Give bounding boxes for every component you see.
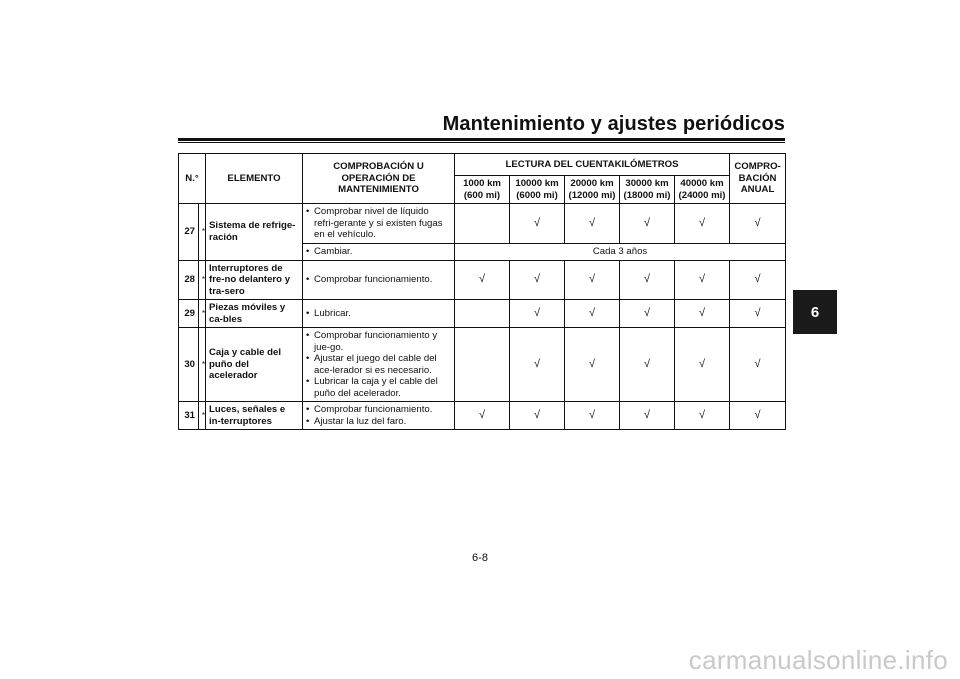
header-interval-4: 30000 km (18000 mi) [620, 176, 675, 204]
asterisk-marker: * [199, 204, 206, 261]
check-mark: √ [510, 328, 565, 402]
header-interval-3: 20000 km (12000 mi) [565, 176, 620, 204]
maintenance-table [178, 153, 786, 430]
check-mark: √ [455, 402, 510, 430]
row-operations [303, 402, 455, 430]
asterisk-marker: * [199, 402, 206, 430]
row-element: Piezas móviles y ca-bles [206, 300, 303, 328]
check-mark: √ [730, 260, 786, 300]
header-interval-5: 40000 km (24000 mi) [675, 176, 730, 204]
check-mark: √ [510, 300, 565, 328]
operation-item: • Comprobar funcionamiento y jue-go. [306, 330, 451, 353]
row-operations [303, 204, 455, 244]
row-element: Interruptores de fre-no delantero y tra-sero [206, 260, 303, 300]
check-mark: √ [675, 260, 730, 300]
table-row [179, 204, 786, 244]
check-mark: √ [565, 260, 620, 300]
operation-item: • Ajustar la luz del faro. [306, 416, 451, 428]
check-mark: √ [565, 300, 620, 328]
operation-item: • Cambiar. [306, 246, 451, 258]
header-annual-check: COMPRO-BACIÓN ANUAL [730, 154, 786, 204]
check-mark: √ [620, 328, 675, 402]
check-cell [455, 328, 510, 402]
check-mark: √ [510, 204, 565, 244]
title-rule [178, 138, 785, 141]
row-operations [303, 300, 455, 328]
check-mark: √ [730, 204, 786, 244]
header-element: ELEMENTO [206, 154, 303, 204]
header-operation: COMPROBACIÓN U OPERACIÓN DE MANTENIMIENTO [303, 154, 455, 204]
row-element: Luces, señales e in-terruptores [206, 402, 303, 430]
asterisk-marker: * [199, 300, 206, 328]
check-mark: √ [675, 300, 730, 328]
row-number: 28 [179, 260, 199, 300]
check-cell [455, 204, 510, 244]
row-operations [303, 260, 455, 300]
header-interval-1: 1000 km (600 mi) [455, 176, 510, 204]
check-mark: √ [620, 300, 675, 328]
page-number: 6-8 [472, 552, 488, 564]
row-number: 30 [179, 328, 199, 402]
operation-item: • Ajustar el juego del cable del ace-lerador si es necesario. [306, 353, 451, 376]
chapter-tab[interactable]: 6 [793, 290, 837, 334]
check-mark: √ [730, 328, 786, 402]
check-mark: √ [620, 204, 675, 244]
check-mark: √ [455, 260, 510, 300]
operation-item: • Comprobar nivel de líquido refri-gerante y si existen fugas en el vehículo. [306, 206, 451, 241]
operation-item: • Lubricar la caja y el cable del puño del acelerador. [306, 376, 451, 399]
interval-span-text: Cada 3 años [455, 243, 786, 260]
operation-item: • Comprobar funcionamiento. [306, 274, 451, 286]
row-element: Caja y cable del puño del acelerador [206, 328, 303, 402]
check-mark: √ [730, 402, 786, 430]
title-rule-thin [178, 142, 785, 143]
table-row [179, 328, 786, 402]
check-mark: √ [675, 328, 730, 402]
row-operations [303, 243, 455, 260]
row-operations [303, 328, 455, 402]
check-cell [455, 300, 510, 328]
row-number: 27 [179, 204, 199, 261]
asterisk-marker: * [199, 260, 206, 300]
check-mark: √ [510, 402, 565, 430]
row-element: Sistema de refrige-ración [206, 204, 303, 261]
check-mark: √ [565, 328, 620, 402]
asterisk-marker: * [199, 328, 206, 402]
check-mark: √ [620, 260, 675, 300]
check-mark: √ [675, 402, 730, 430]
operation-item: • Lubricar. [306, 308, 451, 320]
header-interval-2: 10000 km (6000 mi) [510, 176, 565, 204]
header-odometer: LECTURA DEL CUENTAKILÓMETROS [455, 154, 730, 176]
check-mark: √ [675, 204, 730, 244]
check-mark: √ [565, 204, 620, 244]
row-number: 29 [179, 300, 199, 328]
check-mark: √ [510, 260, 565, 300]
table-row [179, 260, 786, 300]
row-number: 31 [179, 402, 199, 430]
operation-item: • Comprobar funcionamiento. [306, 404, 451, 416]
check-mark: √ [620, 402, 675, 430]
table-row [179, 300, 786, 328]
watermark: carmanualsonline.info [688, 645, 948, 675]
check-mark: √ [565, 402, 620, 430]
table-row [179, 402, 786, 430]
page-title: Mantenimiento y ajustes periódicos [442, 113, 785, 135]
header-no: N.° [179, 154, 206, 204]
check-mark: √ [730, 300, 786, 328]
